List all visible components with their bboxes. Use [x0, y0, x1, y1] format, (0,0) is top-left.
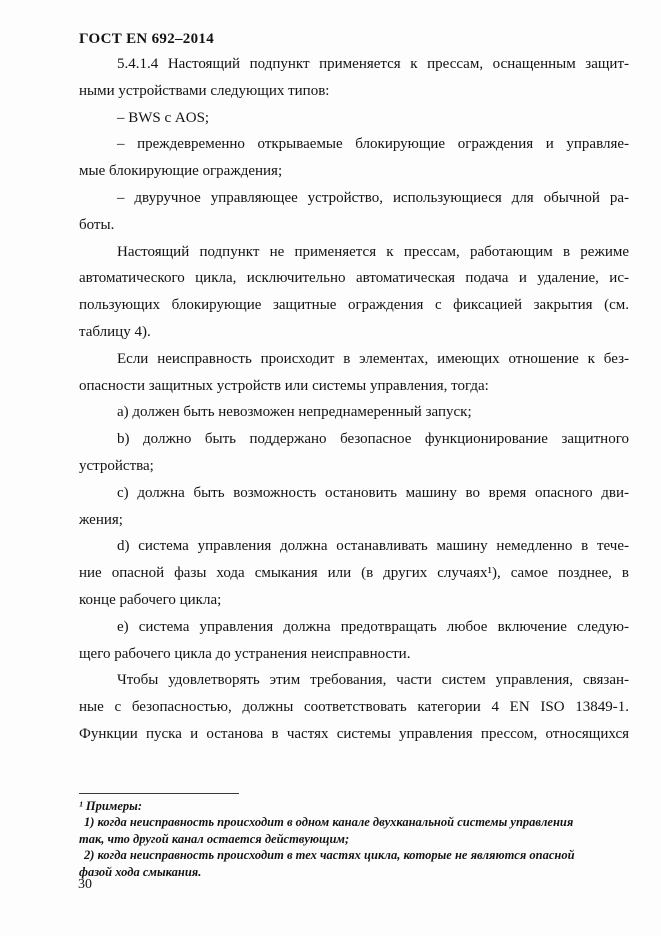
- body-line: опасности защитных устройств или системы управления, тогда:: [79, 377, 489, 394]
- page-number: 30: [78, 877, 92, 892]
- body-text: [79, 51, 629, 748]
- footnote-line: 2) когда неисправность происходит в тех частях цикла, которые не являются опасной: [84, 848, 575, 863]
- body-line: боты.: [79, 216, 115, 233]
- body-line: e) система управления должна предотвращать любое включение следую-: [117, 618, 629, 635]
- body-line: c) должна быть возможность остановить машину во время опасного дви-: [117, 484, 629, 501]
- body-line: – двуручное управляющее устройство, использующиеся для обычной ра-: [117, 189, 629, 206]
- body-line: a) должен быть невозможен непреднамеренный запуск;: [117, 404, 472, 421]
- footnote-separator: [79, 793, 239, 794]
- body-line: d) система управления должна останавливать машину немедленно в тече-: [117, 538, 629, 555]
- body-line: Настоящий подпункт не применяется к прессам, работающим в режиме: [117, 243, 629, 260]
- footnote-line: так, что другой канал остается действующим;: [79, 831, 350, 846]
- body-line: b) должно быть поддержано безопасное функционирование защитного: [117, 431, 629, 448]
- body-line: таблицу 4).: [79, 323, 151, 340]
- footnote-line: ¹ Примеры:: [79, 799, 142, 813]
- body-line: конце рабочего цикла;: [79, 591, 222, 608]
- body-line: ние опасной фазы хода смыкания или (в других случаях¹), самое позднее, в: [79, 565, 629, 582]
- body-line: автоматического цикла, исключительно автоматическая подача и удаление, ис-: [79, 270, 629, 287]
- document-header: ГОСТ EN 692–2014: [79, 31, 214, 47]
- body-line: ными устройствами следующих типов:: [79, 82, 330, 99]
- body-line: – преждевременно открываемые блокирующие ограждения и управляе-: [117, 136, 629, 153]
- body-line: Если неисправность происходит в элементах, имеющих отношение к без-: [117, 350, 629, 367]
- body-line: мые блокирующие ограждения;: [79, 163, 283, 180]
- footnote-line: 1) когда неисправность происходит в одном канале двухканальной системы управления: [84, 815, 574, 830]
- body-line: устройства;: [79, 457, 154, 474]
- body-line: 5.4.1.4 Настоящий подпункт применяется к прессам, оснащенным защит-: [117, 56, 629, 72]
- footnote-line: фазой хода смыкания.: [79, 864, 202, 879]
- body-line: Чтобы удовлетворять этим требования, части систем управления, связан-: [117, 672, 629, 689]
- body-line: щего рабочего цикла до устранения неисправности.: [79, 645, 411, 662]
- footnote: [79, 793, 629, 880]
- body-line: пользующих блокирующие защитные ограждения с фиксацией закрытия (см.: [79, 297, 629, 314]
- body-line: Функции пуска и останова в частях системы управления прессом, относящихся: [79, 725, 629, 742]
- body-line: жения;: [79, 511, 123, 528]
- body-line: – BWS с AOS;: [117, 109, 210, 126]
- body-line: ные с безопасностью, должны соответствовать категории 4 EN ISO 13849-1.: [79, 699, 629, 716]
- footnote-lines: [79, 798, 629, 880]
